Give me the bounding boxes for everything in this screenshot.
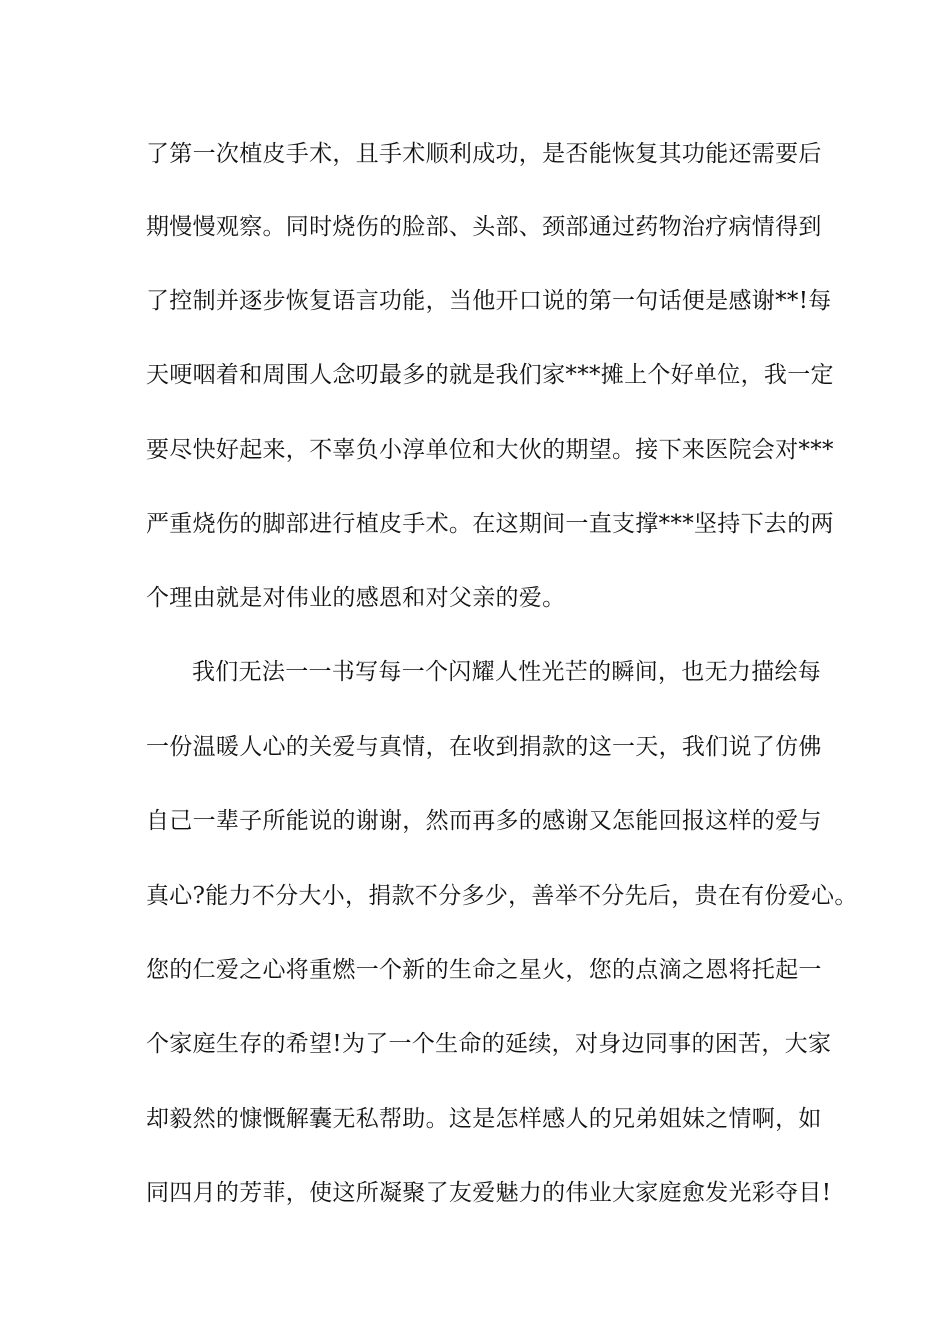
text-line: 严重烧伤的脚部进行植皮手术。在这期间一直支撑***坚持下去的两 xyxy=(146,511,834,537)
text-line: 要尽快好起来，不辜负小淳单位和大伙的期望。接下来医院会对*** xyxy=(146,437,834,463)
text-line: 了第一次植皮手术，且手术顺利成功，是否能恢复其功能还需要后 xyxy=(146,141,822,167)
text-line: 真心?能力不分大小，捐款不分多少，善举不分先后，贵在有份爱心。 xyxy=(146,883,858,909)
text-line: 天哽咽着和周围人念叨最多的就是我们家***摊上个好单位，我一定 xyxy=(146,362,834,388)
text-line: 了控制并逐步恢复语言功能，当他开口说的第一句话便是感谢**!每 xyxy=(146,288,832,314)
paragraph-first-line: 我们无法一一书写每一个闪耀人性光芒的瞬间，也无力描绘每 xyxy=(192,659,822,685)
text-line: 个理由就是对伟业的感恩和对父亲的爱。 xyxy=(146,585,566,611)
text-line: 期慢慢观察。同时烧伤的脸部、头部、颈部通过药物治疗病情得到 xyxy=(146,214,822,240)
text-line: 却毅然的慷慨解囊无私帮助。这是怎样感人的兄弟姐妹之情啊，如 xyxy=(146,1106,822,1132)
text-line: 您的仁爱之心将重燃一个新的生命之星火，您的点滴之恩将托起一 xyxy=(146,957,822,983)
text-line: 自己一辈子所能说的谢谢，然而再多的感谢又怎能回报这样的爱与 xyxy=(146,808,822,834)
text-line: 一份温暖人心的关爱与真情，在收到捐款的这一天，我们说了仿佛 xyxy=(146,734,822,760)
text-line: 个家庭生存的希望!为了一个生命的延续，对身边同事的困苦，大家 xyxy=(146,1031,832,1057)
text-line: 同四月的芳菲，使这所凝聚了友爱魅力的伟业大家庭愈发光彩夺目! xyxy=(146,1180,832,1206)
